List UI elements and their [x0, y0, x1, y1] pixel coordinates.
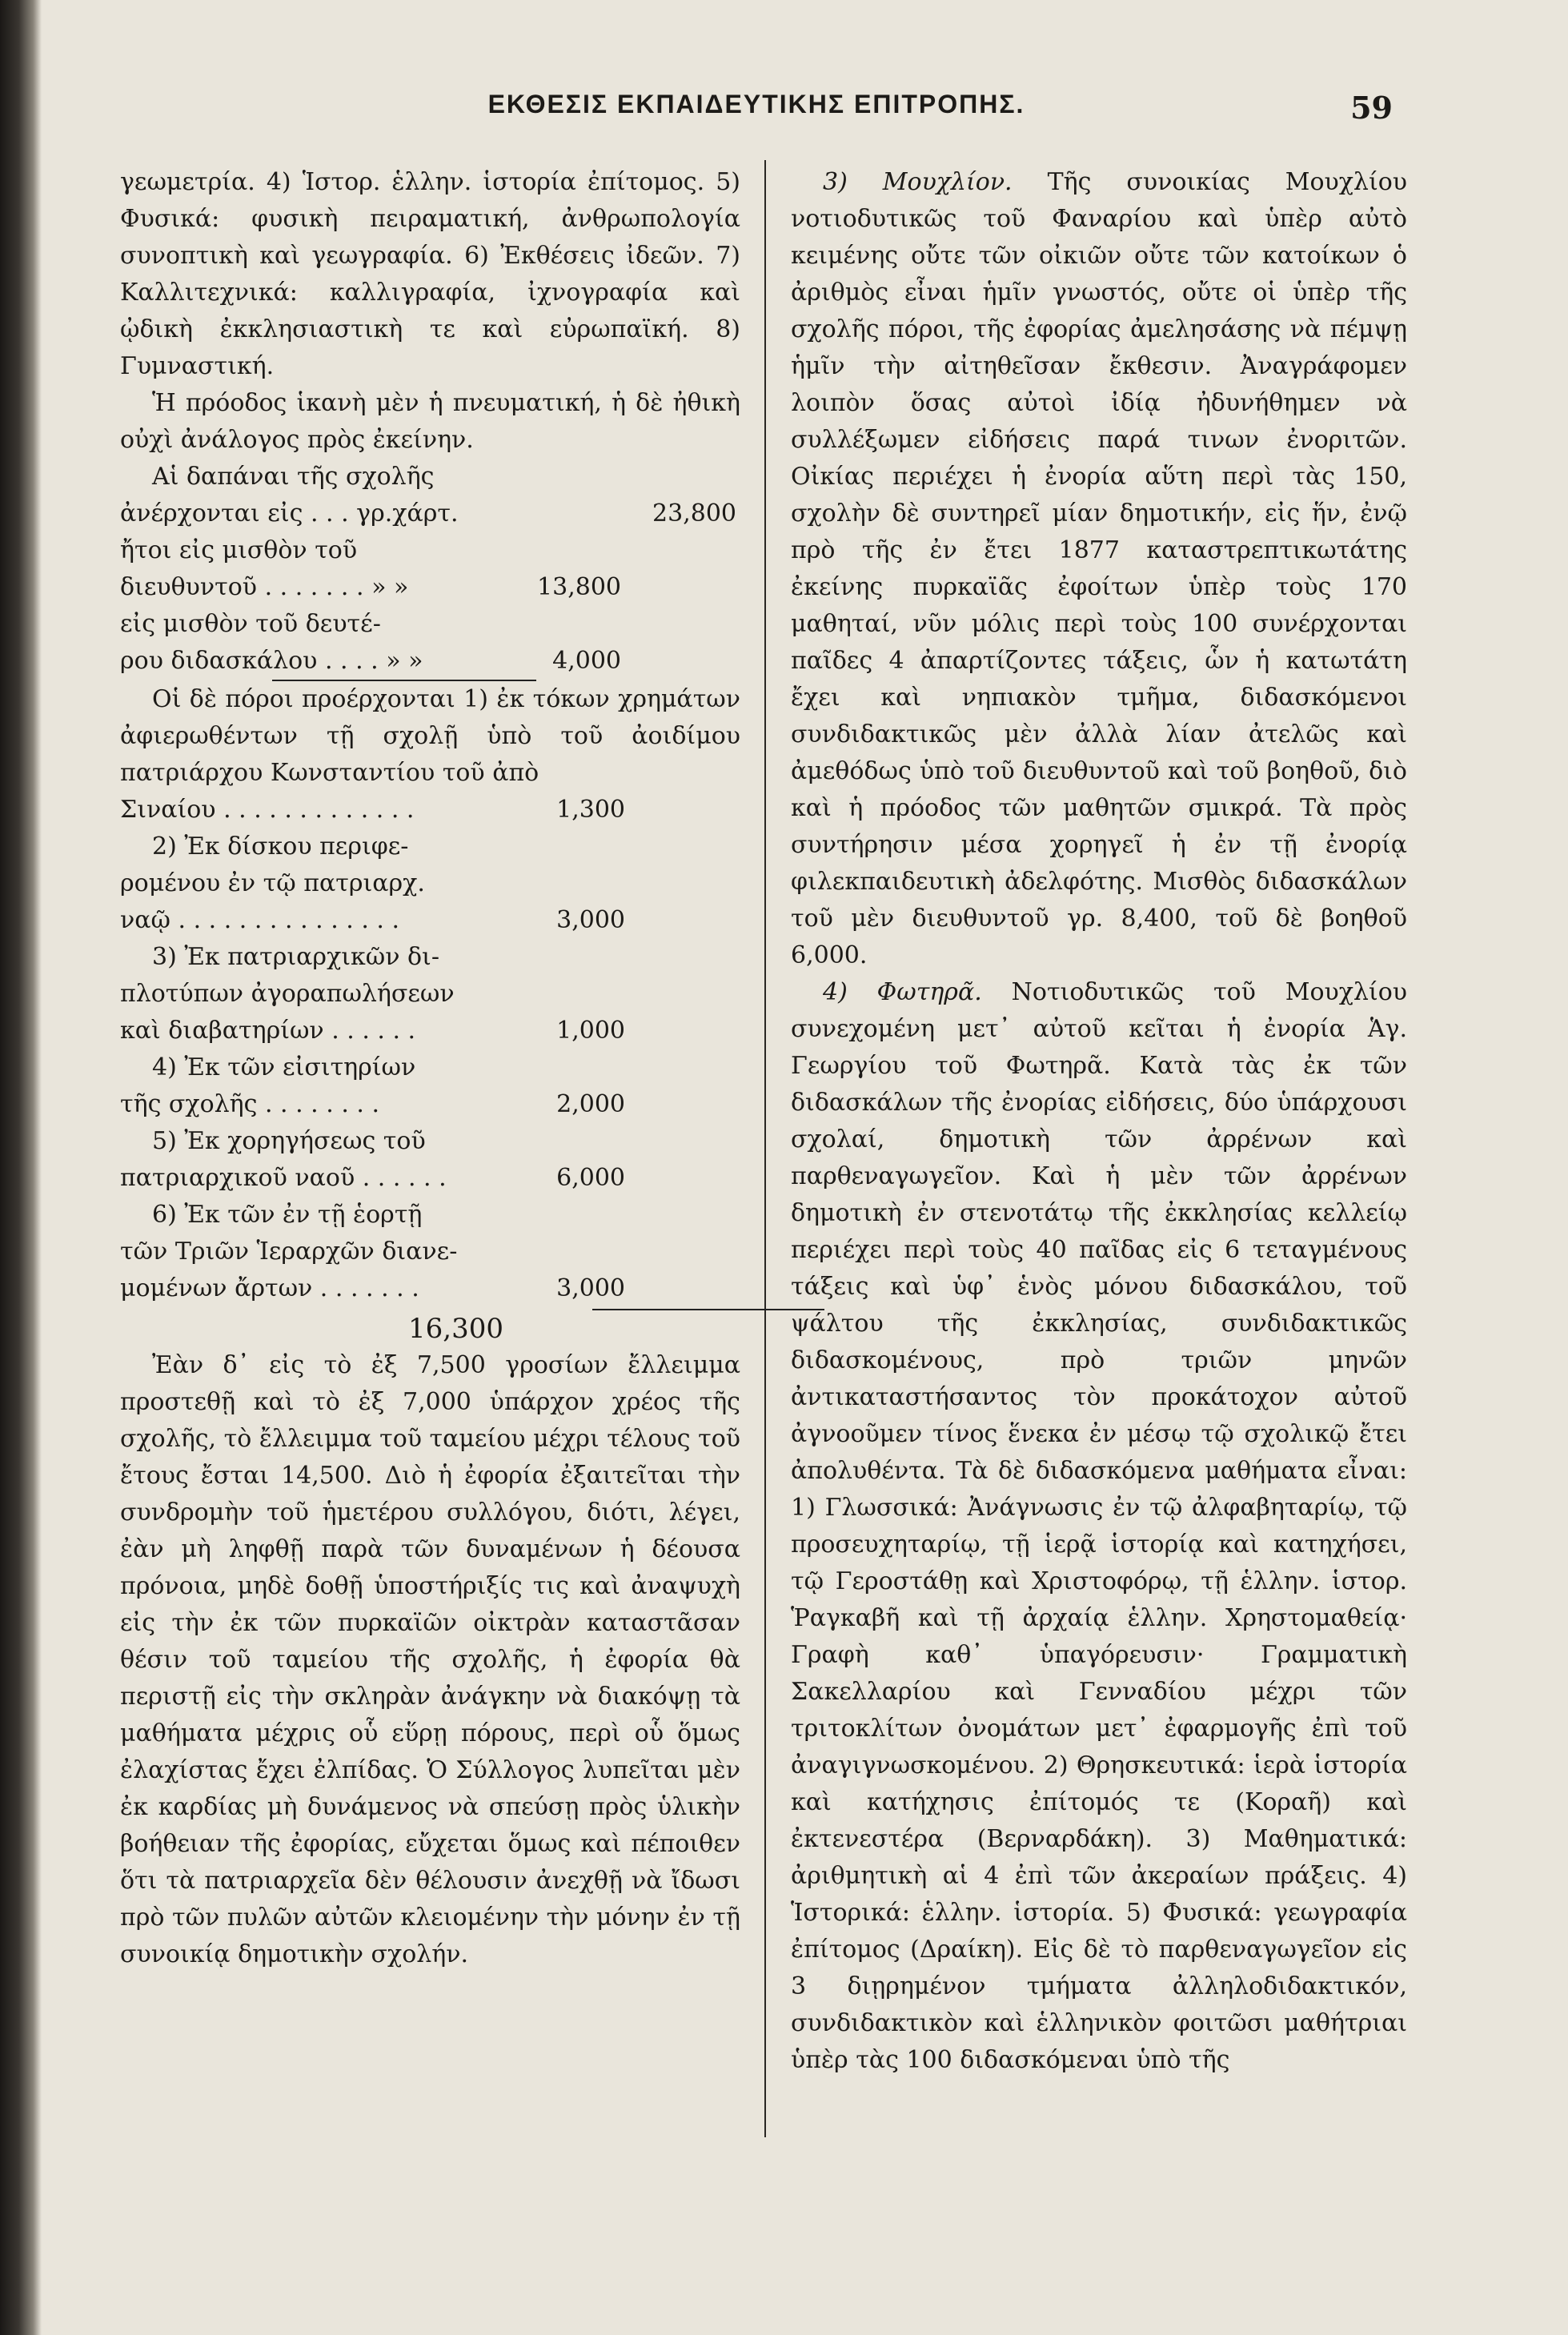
- revenue-label: 2) Ἐκ δίσκου περιφε-: [152, 832, 409, 861]
- revenue-amount: 6,000: [556, 1164, 625, 1192]
- revenue-label: ναῷ . . . . . . . . . . . . . . .: [120, 906, 400, 934]
- revenue-label: 6) Ἐκ τῶν ἐν τῇ ἑορτῇ: [152, 1201, 423, 1229]
- page-header: [120, 90, 1393, 138]
- expenses-total-amount: 23,800: [652, 499, 736, 528]
- closing-paragraph: Ἐὰν δ᾽ εἰς τὸ ἐξ 7,500 γροσίων ἔλλειμμα προστεθῇ καὶ τὸ ἐξ 7,000 ὑπάρχον χρέος τῆς σχολῆς, τὸ ἔλλειμμα τοῦ ταμείου μέχρι τέλους τοῦ ἔτους ἔσται 14,500. Διὸ ἡ ἐφορία ἐξαιτεῖται τὴν συνδρομὴν τοῦ ἡμετέρου συλλόγου, διότι, λέγει, ἐὰν μὴ ληφθῇ παρὰ τῶν δυναμένων ἡ δέουσα πρόνοια, μηδὲ δοθῇ ὑποστήριξίς τις καὶ ἀναψυχὴ εἰς τὴν ἐκ τῶν πυρκαϊῶν οἰκτρὰν καταστᾶσαν θέσιν τοῦ ταμείου τῆς σχολῆς, ἡ ἐφορία θὰ περιστῇ εἰς τὴν σκληρὰν ἀνάγκην νὰ διακόψῃ τὰ μαθήματα μέχρις οὗ εὕρῃ πόρους, περὶ οὗ ὅμως ἐλαχίστας ἔχει ἐλπίδας. Ὁ Σύλλογος λυπεῖται μὲν ἐκ καρδίας μὴ δυνάμενος νὰ σπεύσῃ πρὸς ὑλικὴν βοήθειαν τῆς ἐφορίας, εὔχεται ὅμως καὶ πέποιθεν ὅτι τὰ πατριαρχεῖα δὲν θέλουσιν ἀνεχθῇ νὰ ἴδωσι πρὸ τῶν πυλῶν αὐτῶν κλειομένην τὴν μόνην ἐν τῇ συνοικίᾳ δημοτικὴν σχολήν.: [120, 1351, 740, 1968]
- revenue-row: [120, 1013, 740, 1049]
- expenses-director-label-1: ἤτοι εἰς μισθὸν τοῦ: [120, 536, 358, 564]
- revenue-label: Σιναίου . . . . . . . . . . . . .: [120, 796, 415, 824]
- section-body: Τῆς συνοικίας Μουχλίου νοτιοδυτικῶς τοῦ Φαναρίου καὶ ὑπὲρ αὐτὸ κειμένης οὔτε τῶν οἰκιῶν οὔτε τῶν κατοίκων ὁ ἀριθμὸς εἶναι ἡμῖν γνωστός, οὔτε οἱ ὑπὲρ τῆς σχολῆς πόροι, τῆς ἐφορίας ἀμελησάσης νὰ πέμψῃ ἡμῖν τὴν αἰτηθεῖσαν ἔκθεσιν. Ἀναγράφομεν λοιπὸν ὅσας αὐτοὶ ἰδίᾳ ἠδυνήθημεν νὰ συλλέξωμεν εἰδήσεις παρά τινων ἐνοριτῶν. Οἰκίας περιέχει ἡ ἐνορία αὕτη περὶ τὰς 150, σχολὴν δὲ συντηρεῖ μίαν δημοτικήν, εἰς ἥν, ἐνῷ πρὸ τῆς ἐν ἔτει 1877 καταστρεπτικωτάτης ἐκείνης πυρκαϊᾶς ἐφοίτων ὑπὲρ τοὺς 170 μαθηταί, νῦν μόλις περὶ τοὺς 100 συνέρχονται παῖδες 4 ἀπαρτίζοντες τάξεις, ὧν ἡ κατωτάτη ἔχει καὶ νηπιακὸν τμῆμα, διδασκόμενοι συνδιδακτικῶς μὲν ἀλλὰ λίαν ἀτελῶς καὶ ἀμεθόδως ὑπὸ τοῦ διευθυντοῦ καὶ τοῦ βοηθοῦ, διὸ καὶ ἡ πρόοδος τῶν μαθητῶν σμικρά. Τὰ πρὸς συντήρησιν μέσα χορηγεῖ ἡ ἐν τῇ ἐνορίᾳ φιλεκπαιδευτικὴ ἀδελφότης. Μισθὸς διδασκάλων τοῦ μὲν διευθυντοῦ γρ. 8,400, τοῦ δὲ βοηθοῦ 6,000.: [791, 168, 1408, 969]
- section-fotira: [791, 974, 1407, 2079]
- expenses-second-label-1: εἰς μισθὸν τοῦ δευτέ-: [120, 610, 381, 638]
- revenue-label: μομένων ἄρτων . . . . . . .: [120, 1274, 419, 1302]
- right-column: [791, 164, 1407, 2079]
- curriculum-continuation: γεωμετρία. 4) Ἱστορ. ἑλλην. ἱστορία ἐπίτομος. 5) Φυσικά: φυσικὴ πειραματική, ἀνθρωπολογία συνοπτικὴ καὶ γεωγραφία. 6) Ἐκθέσεις ἰδεῶν. 7) Καλλιτεχνικά: καλλιγραφία, ἰχνογραφία καὶ ᾠδικὴ ἐκκλησιαστικὴ τε καὶ εὐρωπαϊκή. 8) Γυμναστική.: [120, 168, 740, 380]
- revenue-label: 5) Ἐκ χορηγήσεως τοῦ: [152, 1127, 426, 1155]
- book-spine-shadow: [0, 0, 42, 2335]
- section-body: Νοτιοδυτικῶς τοῦ Μουχλίου συνεχομένη μετ᾽ αὐτοῦ κεῖται ἡ ἐνορία Ἁγ. Γεωργίου τοῦ Φωτηρᾶ. Κατὰ τὰς ἐκ τῶν διδασκάλων τῆς ἐνορίας εἰδήσεις, δύο ὑπάρχουσι σχολαί, δημοτικὴ τῶν ἀρρένων καὶ παρθεναγωγεῖον. Καὶ ἡ μὲν τῶν ἀρρένων δημοτικὴ ἐν στενοτάτῳ τῆς ἐκκλησίας κελλείῳ περιέχει περὶ τοὺς 40 παῖδας εἰς 6 τεταγμένους τάξεις καὶ ὑφ᾽ ἑνὸς μόνου διδασκάλου, τοῦ ψάλτου τῆς ἐκκλησίας, συνδιδακτικῶς διδασκομένους, πρὸ τριῶν μηνῶν ἀντικαταστήσαντος τὸν προκάτοχον αὐτοῦ ἀγνοοῦμεν τίνος ἕνεκα ἐν μέσῳ τῷ σχολικῷ ἔτει ἀπολυθέντα. Τὰ δὲ διδασκόμενα μαθήματα εἶναι: 1) Γλωσσικά: Ἀνάγνωσις ἐν τῷ ἀλφαβηταρίῳ, τῷ προσευχηταρίῳ, τῇ ἱερᾷ ἱστορίᾳ καὶ κατηχήσει, τῷ Γεροστάθῃ καὶ Χριστοφόρῳ, τῇ ἑλλην. ἱστορ. Ῥαγκαβῆ καὶ τῇ ἀρχαίᾳ ἑλλην. Χρηστομαθείᾳ· Γραφὴ καθ᾽ ὑπαγόρευσιν· Γραμματικὴ Σακελλαρίου καὶ Γενναδίου μέχρι τῶν τριτοκλίτων ὀνομάτων μετ᾽ ἐφαρμογῆς ἐπὶ τοῦ ἀναγιγνωσκομένου. 2) Θρησκευτικά: ἱερὰ ἱστορία καὶ κατήχησις ἐπίτομός τε (Κοραῆ) καὶ ἐκτενεστέρα (Βερναρδάκη). 3) Μαθηματικά: ἀριθμητικὴ αἱ 4 ἐπὶ τῶν ἀκεραίων πράξεις. 4) Ἱστορικά: ἑλλην. ἱστορία. 5) Φυσικά: γεωγραφία ἐπίτομος (Δραίκη). Εἰς δὲ τὸ παρθεναγωγεῖον εἰς 3 διῃρημένον τμήματα ἀλληλοδιδακτικόν, συνδιδακτικὸν καὶ ἑλληνικὸν φοιτῶσι μαθήτριαι ὑπὲρ τὰς 100 διδασκόμεναι ὑπὸ τῆς: [791, 978, 1407, 2074]
- expenses-director-label-2: διευθυντοῦ . . . . . . . » »: [120, 573, 409, 601]
- revenue-item: [120, 1123, 740, 1197]
- progress-paragraph: Ἡ πρόοδος ἱκανὴ μὲν ἡ πνευματική, ἡ δὲ ἠθικὴ οὐχὶ ἀνάλογος πρὸς ἐκείνην.: [120, 389, 740, 454]
- revenue-row: [120, 902, 740, 939]
- revenue-label: τῶν Τριῶν Ἱεραρχῶν διανε-: [120, 1238, 458, 1266]
- expenses-second-row: [120, 643, 736, 680]
- revenue-item: [120, 1049, 740, 1123]
- revenue-row: [120, 1160, 740, 1197]
- revenue-amount: 3,000: [556, 906, 625, 934]
- revenue-label: πλοτύπων ἀγοραπωλήσεων: [120, 980, 455, 1008]
- expenses-total-row: [120, 495, 736, 532]
- expenses-second-amount: 4,000: [552, 647, 621, 675]
- revenue-total: 16,300: [408, 1313, 503, 1345]
- revenue-label: καὶ διαβατηρίων . . . . . .: [120, 1017, 416, 1045]
- revenue-label: 4) Ἐκ τῶν εἰσιτηρίων: [152, 1053, 416, 1081]
- revenue-intro: Οἱ δὲ πόροι προέρχονται 1) ἐκ τόκων χρημάτων ἀφιερωθέντων τῇ σχολῇ ὑπὸ τοῦ ἀοιδίμου πατριάρχου Κωνσταντίου τοῦ ἀπὸ: [120, 685, 740, 787]
- revenue-item: [120, 1197, 740, 1307]
- revenue-item: [120, 939, 740, 1049]
- revenue-amount: 1,000: [556, 1017, 625, 1045]
- revenue-row-1: [120, 792, 740, 828]
- expenses-block: [120, 459, 736, 681]
- column-divider: [764, 160, 766, 2137]
- revenue-amount: 3,000: [556, 1274, 625, 1302]
- revenue-amount: 2,000: [556, 1090, 625, 1118]
- page-number: 59: [1350, 90, 1393, 126]
- running-title: ΕΚΘΕΣΙΣ ΕΚΠΑΙΔΕΥΤΙΚΗΣ ΕΠΙΤΡΟΠΗΣ.: [487, 90, 1025, 118]
- expenses-total-label: ἀνέρχονται εἰς . . . γρ.χάρτ.: [120, 499, 459, 528]
- revenue-row: [120, 1086, 740, 1123]
- revenue-label: πατριαρχικοῦ ναοῦ . . . . . .: [120, 1164, 447, 1192]
- revenue-amount: 1,300: [556, 796, 625, 824]
- revenue-label: ρομένου ἐν τῷ πατριαρχ.: [120, 869, 425, 897]
- expenses-director-row: [120, 569, 736, 606]
- left-column: [120, 164, 740, 1973]
- expenses-second-label-2: ρου διδασκάλου . . . . » »: [120, 647, 423, 675]
- section-mouchlion: [791, 164, 1407, 974]
- revenue-label: 3) Ἐκ πατριαρχικῶν δι-: [152, 943, 439, 971]
- revenue-row: [120, 1270, 740, 1307]
- revenue-label: τῆς σχολῆς . . . . . . . .: [120, 1090, 379, 1118]
- section-title: 3) Μουχλίον.: [823, 168, 1013, 196]
- expenses-director-amount: 13,800: [537, 573, 621, 601]
- section-title: 4) Φωτηρᾶ.: [823, 978, 982, 1006]
- revenue-item: [120, 828, 740, 939]
- expenses-heading: Αἱ δαπάναι τῆς σχολῆς: [152, 463, 435, 491]
